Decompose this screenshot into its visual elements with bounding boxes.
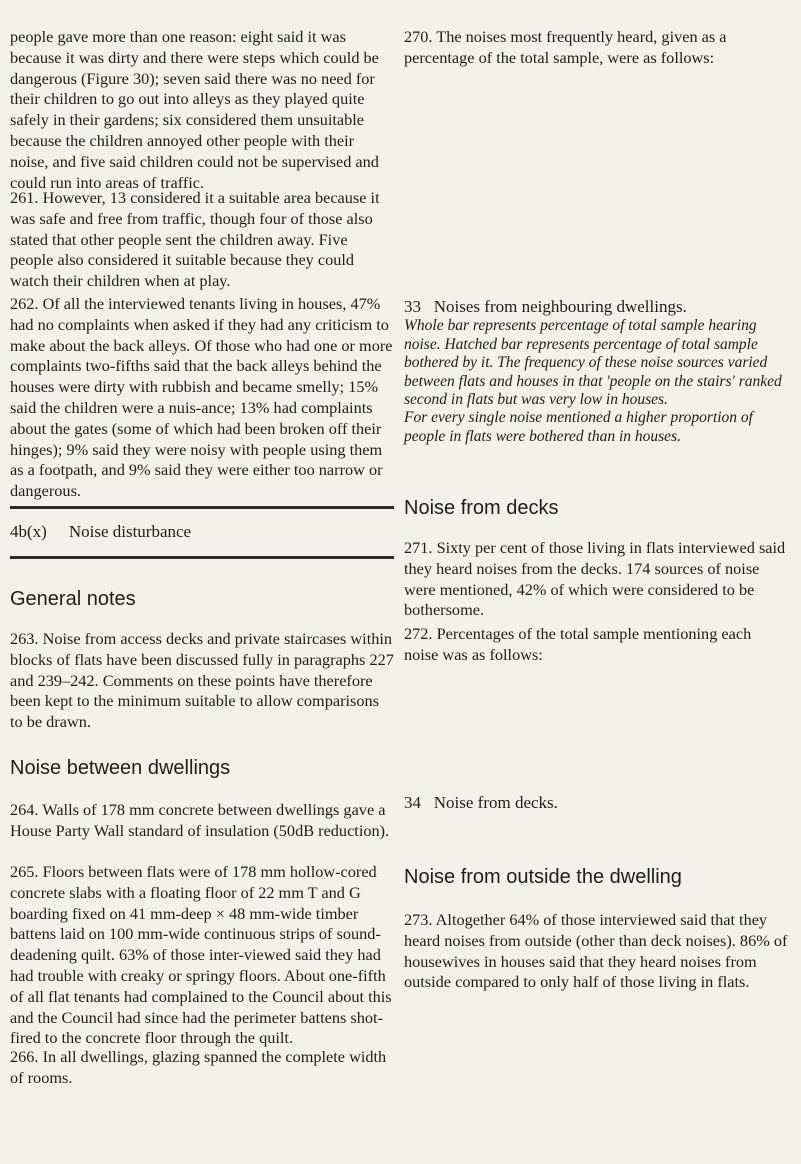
paragraph-261: 261. However, 13 considered it a suitable area because it was safe and free from traffic, though four of those also stated that other people sent the children away. Five people also considered it suitable because they could watch their children when at play.	[10, 188, 380, 291]
paragraph-264: 264. Walls of 178 mm concrete between dwellings gave a House Party Wall standard of insulation (50dB reduction).	[10, 800, 390, 840]
paragraph-266: 266. In all dwellings, glazing spanned the complete width of rooms.	[10, 1047, 387, 1087]
heading-noise-from-decks: Noise from decks	[404, 497, 559, 519]
figure-33-note-2: For every single noise mentioned a higher proportion of people in flats were bothered than in houses.	[404, 409, 753, 445]
figure-34-chart	[404, 674, 794, 784]
figure-34-title: Noise from decks.	[433, 793, 558, 812]
figure-33-caption	[404, 298, 788, 446]
heading-noise-between-dwellings: Noise between dwellings	[10, 757, 231, 779]
figure-33-chart	[404, 84, 794, 294]
paragraph-270: 270. The noises most frequently heard, given as a percentage of the total sample, were as follows:	[404, 27, 727, 67]
figure-33-number: 33	[404, 297, 421, 316]
section-rule-top	[10, 506, 394, 509]
figure-33-note: Whole bar represents percentage of total sample hearing noise. Hatched bar represents percentage of total sample bothered by it. The frequency of these noise sources varied between flats and houses in that 'people on the stairs' ranked second in flats but was very low in houses.	[404, 317, 782, 409]
paragraph-262: 262. Of all the interviewed tenants living in houses, 47% had no complaints when asked if they had any criticism to make about the back alleys. Of those who had one or more complaints two-fifths said that the back alleys behind the houses were dirty with rubbish and became smelly; 15% said the children were a nuis-ance; 13% had complaints about the gates (some of which had been broken off their hinges); 9% said they were noisy with people using them as a footpath, and 9% said they were either too narrow or dangerous.	[10, 294, 393, 501]
heading-general-notes: General notes	[10, 588, 136, 610]
paragraph-272: 272. Percentages of the total sample mentioning each noise was as follows:	[404, 624, 752, 664]
figure-34-number: 34	[404, 793, 421, 812]
section-title: Noise disturbance	[68, 522, 192, 541]
paragraph-271: 271. Sixty per cent of those living in flats interviewed said they heard noises from the decks. 174 sources of noise were mentioned, 42% of which were considered to be bothersome.	[404, 538, 786, 620]
section-heading	[10, 522, 191, 542]
heading-noise-from-outside: Noise from outside the dwelling	[404, 866, 682, 888]
figure-33-title: Noises from neighbouring dwellings.	[433, 297, 687, 316]
paragraph-273: 273. Altogether 64% of those interviewed said that they heard noises from outside (other than deck noises). 86% of housewives in houses said that they heard noises from outside compared to only half of those living in flats.	[404, 910, 788, 992]
figure-34-caption	[404, 794, 788, 813]
paragraph-265: 265. Floors between flats were of 178 mm hollow-cored concrete slabs with a floating floor of 22 mm T and G boarding fixed on 41 mm-deep × 48 mm-wide timber battens laid on 100 mm-wide continuous strips of sound-deadening quilt. 63% of those inter-viewed said they had had trouble with creaky or springy floors. About one-fifth of all flat tenants had complained to the Council about this and the Council had since had the perimeter battens shot-fired to the concrete floor through the quilt.	[10, 862, 392, 1048]
paragraph-intro: people gave more than one reason: eight said it was because it was dirty and there were steps which could be dangerous (Figure 30); seven said there was no need for their children to go out into alleys as they played quite safely in their gardens; six considered them unsuitable because the children annoyed other people with their noise, and five said children could not be supervised and could run into areas of traffic.	[10, 27, 379, 192]
paragraph-263: 263. Noise from access decks and private staircases within blocks of flats have been discussed fully in paragraphs 227 and 239–242. Comments on these points have therefore been kept to the minimum suitable to allow comparisons to be drawn.	[10, 629, 394, 732]
section-rule-bottom	[10, 556, 394, 559]
section-number: 4b(x)	[10, 522, 47, 541]
